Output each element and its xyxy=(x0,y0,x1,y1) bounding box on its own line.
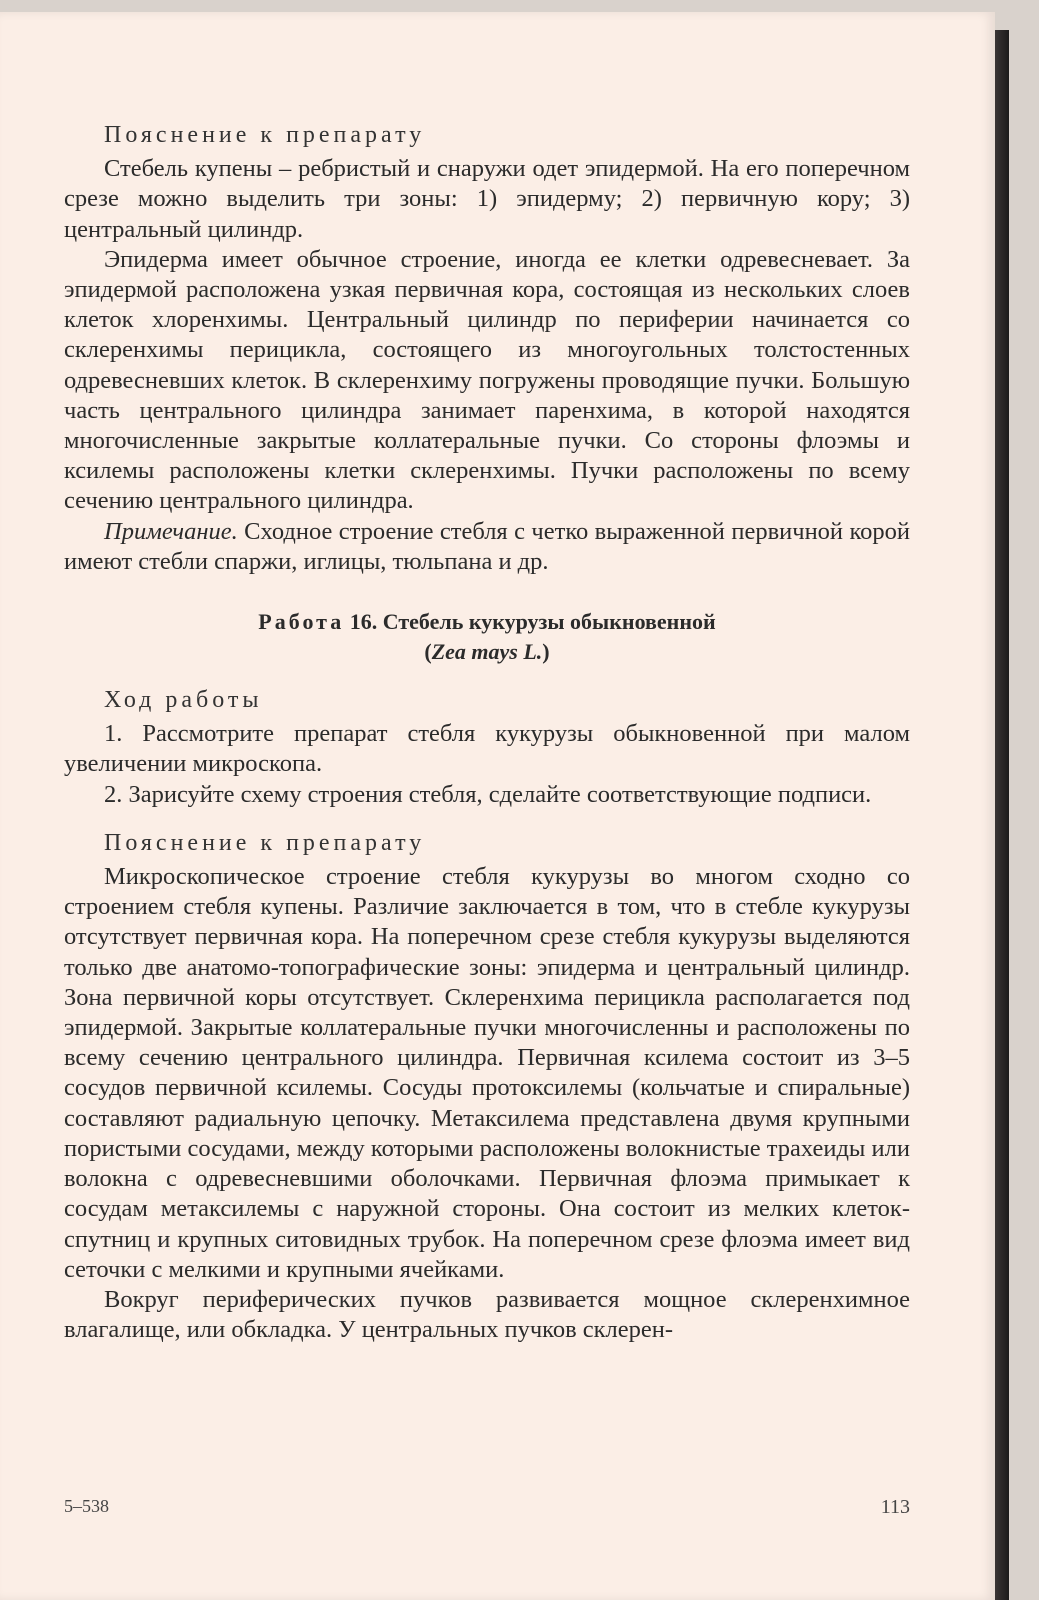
procedure-steps xyxy=(64,719,910,810)
section-caption: Пояснение к препарату xyxy=(104,829,426,856)
procedure-step: 2. Зарисуйте схему строения стебля, сделайте соответствующие подписи. xyxy=(104,780,872,808)
printer-signature: 5–538 xyxy=(64,1496,109,1516)
procedure-caption: Ход работы xyxy=(104,687,263,714)
work-latin-name: (Zea mays L.) xyxy=(424,639,550,665)
paragraph: Микроскопическое строение стебля кукурузы во многом сходно со строением стебля купены. Различие заключается в том, что в стебле кукурузы отсутствует первичная кора. На поперечном срезе стебля кукурузы выделяются только две анатомо-топографические зоны: эпидерма и центральный цилиндр. Зона первичной коры отсутствует. Склеренхима перицикла располагается под эпидермой. Закрытые коллатеральные пучки многочисленны и расположены по всему сечению центрального цилиндра. Первичная ксилема состоит из 3–5 сосудов первичной ксилемы. Сосуды протоксилемы (кольчатые и спиральные) составляют радиальную цепочку. Метаксилема представлена двумя крупными пористыми сосудами, между которыми расположены волокнистые трахеиды или волокна с одревесневшими оболочками. Первичная флоэма примыкает к сосудам метаксилемы с наружной стороны. Она состоит из мелких клеток-спутниц и крупных ситовидных трубок. На поперечном срезе флоэма имеет вид сеточки с мелкими и крупными ячейками. xyxy=(64,863,910,1283)
paragraph: Вокруг периферических пучков развивается мощное склеренхимное влагалище, или обкладка. У центральных пучков склерен- xyxy=(64,1285,910,1344)
paragraph: Эпидерма имеет обычное строение, иногда ее клетки одревесневает. За эпидермой расположена узкая первичная кора, состоящая из нескольких слоев клеток хлоренхимы. Центральный цилиндр по периферии начинается со склеренхимы перицикла, состоящего из многоугольных толстостенных одревесневших клеток. В склеренхиму погружены проводящие пучки. Большую часть центрального цилиндра занимает паренхима, в которой находятся многочисленные закрытые коллатеральные пучки. Со стороны флоэмы и ксилемы расположены клетки склеренхимы. Пучки расположены по всему сечению центрального цилиндра. xyxy=(64,245,910,515)
work-title xyxy=(64,607,910,637)
latin-name: Zea mays L. xyxy=(431,639,543,665)
procedure-step: 1. Рассмотрите препарат стебля кукурузы обыкновенной при малом увеличении микроскопа. xyxy=(64,720,910,778)
note-paragraph xyxy=(64,517,910,577)
page-content xyxy=(64,120,910,1345)
note-text: Сходное строение стебля с четко выраженной первичной корой имеют стебли спаржи, иглицы, тюльпана и др. xyxy=(64,517,910,575)
section-caption: Пояснение к препарату xyxy=(104,122,426,148)
page-number: 113 xyxy=(880,1496,910,1518)
note-label: Примечание. xyxy=(104,517,238,545)
paragraph: Стебель купены – ребристый и снаружи одет эпидермой. На его поперечном срезе можно выделить три зоны: 1) эпидерму; 2) первичную кору; 3) центральный цилиндр. xyxy=(64,155,910,243)
page-edge xyxy=(995,30,1009,1600)
work-title-rest: 16. Стебель кукурузы обыкновенной xyxy=(344,609,716,635)
work-title-word: Работа xyxy=(258,609,345,635)
